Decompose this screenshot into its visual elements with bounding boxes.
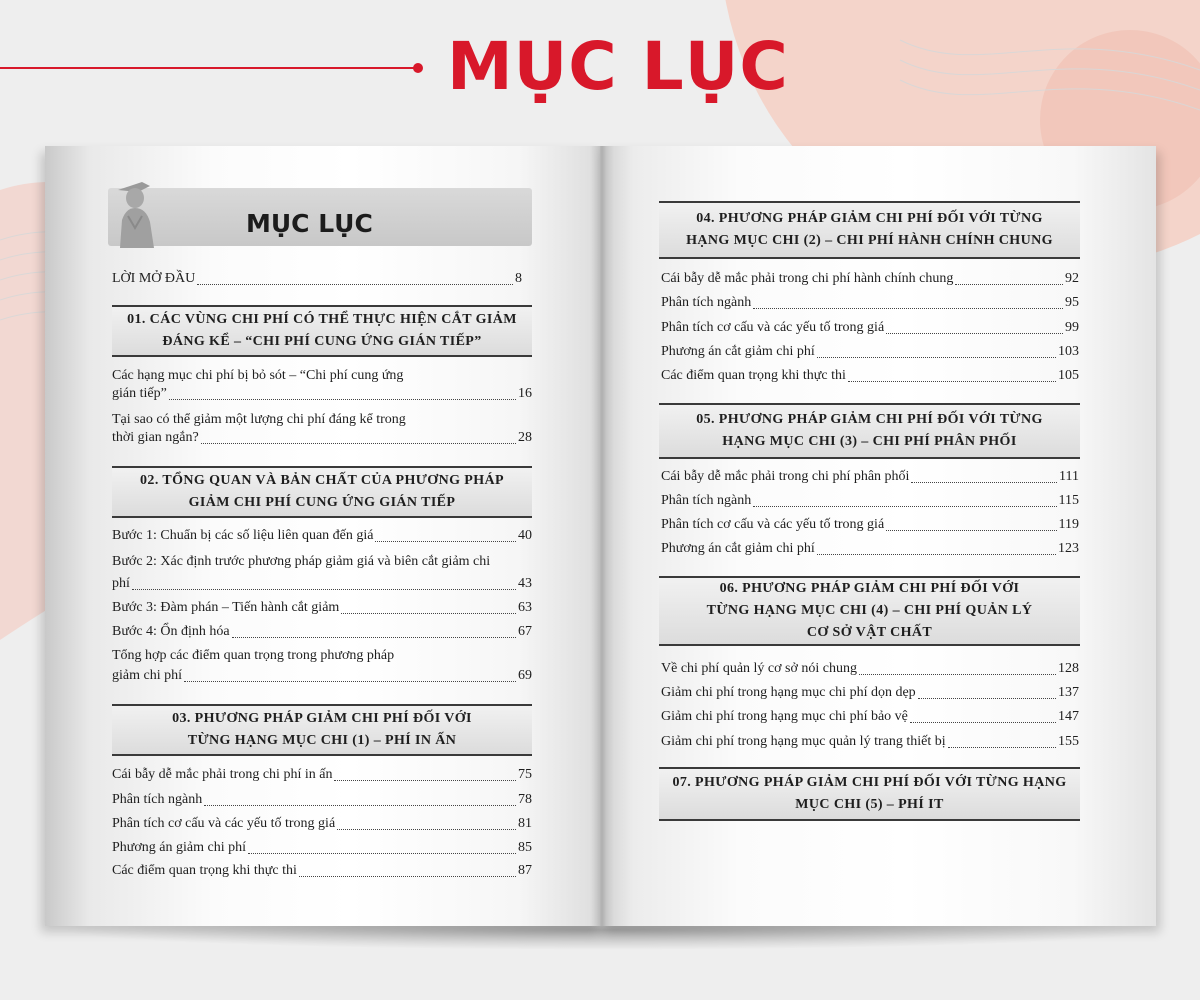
- toc-entry-page: 105: [1058, 368, 1079, 383]
- chapter-heading-02[interactable]: [112, 466, 532, 518]
- toc-entry[interactable]: [112, 385, 532, 403]
- toc-entry-label: Cái bẫy dễ mắc phải trong chi phí hành chính chung: [661, 271, 954, 286]
- dot-leader: [848, 368, 1056, 382]
- toc-entry-label: Phương án cắt giảm chi phí: [661, 344, 815, 359]
- toc-entry-page: 111: [1059, 469, 1079, 484]
- dot-leader: [948, 734, 1056, 748]
- chapter-heading-line: TỪNG HẠNG MỤC CHI (4) – CHI PHÍ QUẢN LÝ: [706, 603, 1033, 618]
- dot-leader: [132, 576, 516, 590]
- dot-leader: [911, 469, 1057, 483]
- chapter-heading-line: TỪNG HẠNG MỤC CHI (1) – PHÍ IN ẤN: [187, 733, 457, 748]
- toc-entry-label: Giảm chi phí trong hạng mục chi phí bảo vệ: [661, 709, 908, 724]
- toc-entry-page: 128: [1058, 661, 1079, 676]
- toc-entry-label: Giảm chi phí trong hạng mục quản lý trang thiết bị: [661, 734, 946, 749]
- toc-entry-label: Phân tích cơ cấu và các yếu tố trong giá: [661, 320, 885, 335]
- toc-entry-page: 28: [518, 430, 532, 445]
- dot-leader: [299, 863, 516, 877]
- toc-entry-label: Bước 4: Ổn định hóa: [112, 624, 230, 639]
- toc-entry-label: Phân tích ngành: [661, 493, 752, 508]
- silhouette-figure-icon: [108, 176, 160, 248]
- chapter-heading-07[interactable]: [659, 767, 1080, 821]
- chapter-heading-line: 06. PHƯƠNG PHÁP GIẢM CHI PHÍ ĐỐI VỚI: [719, 581, 1020, 596]
- banner-dot-icon: [413, 63, 423, 73]
- toc-entry[interactable]: [661, 733, 1079, 751]
- toc-entry[interactable]: [112, 623, 532, 641]
- toc-entry[interactable]: [112, 839, 532, 857]
- chapter-heading-06[interactable]: [659, 576, 1080, 646]
- toc-entry[interactable]: [661, 468, 1079, 486]
- chapter-heading-line: CƠ SỞ VẬT CHẤT: [806, 625, 933, 640]
- dot-leader: [886, 320, 1063, 334]
- chapter-heading-line: 05. PHƯƠNG PHÁP GIẢM CHI PHÍ ĐỐI VỚI TỪNG: [696, 412, 1043, 427]
- chapter-heading-line: ĐÁNG KỂ – “CHI PHÍ CUNG ỨNG GIÁN TIẾP”: [162, 334, 482, 349]
- toc-entry-label: Giảm chi phí trong hạng mục chi phí dọn dẹp: [661, 685, 916, 700]
- dot-leader: [232, 624, 516, 638]
- toc-entry-label: Phân tích ngành: [112, 792, 203, 807]
- toc-entry-label: giảm chi phí: [112, 668, 182, 683]
- chapter-heading-line: GIẢM CHI PHÍ CUNG ỨNG GIÁN TIẾP: [188, 495, 456, 510]
- toc-entry-page: 16: [518, 386, 532, 401]
- toc-entry-label: Phương án giảm chi phí: [112, 840, 246, 855]
- toc-entry-label: Phân tích cơ cấu và các yếu tố trong giá: [112, 816, 336, 831]
- dot-leader: [753, 295, 1063, 309]
- toc-entry[interactable]: [661, 516, 1079, 534]
- dot-leader: [886, 517, 1056, 531]
- toc-entry-page: 119: [1058, 517, 1079, 532]
- toc-entry-label: LỜI MỞ ĐẦU: [112, 271, 196, 286]
- toc-entry[interactable]: [661, 319, 1079, 337]
- dot-leader: [204, 792, 516, 806]
- toc-entry-label: Bước 1: Chuẩn bị các số liệu liên quan đến giá: [112, 528, 374, 543]
- book-gutter: [590, 146, 614, 926]
- toc-entry-page: 99: [1065, 320, 1079, 335]
- toc-entry-intro[interactable]: [112, 270, 522, 288]
- toc-entry-label: Bước 3: Đàm phán – Tiến hành cắt giảm: [112, 600, 340, 615]
- toc-entry-page: 67: [518, 624, 532, 639]
- chapter-heading-05[interactable]: [659, 403, 1080, 459]
- chapter-heading-line: 01. CÁC VÙNG CHI PHÍ CÓ THỂ THỰC HIỆN CẮT GIẢM: [127, 312, 517, 327]
- dot-leader: [201, 430, 516, 444]
- banner-title: MỤC LỤC: [447, 28, 789, 105]
- chapter-heading-line: 02. TỔNG QUAN VÀ BẢN CHẤT CỦA PHƯƠNG PHÁP: [140, 473, 504, 488]
- dot-leader: [184, 668, 516, 682]
- toc-entry[interactable]: [661, 684, 1079, 702]
- dot-leader: [955, 271, 1063, 285]
- toc-entry[interactable]: [661, 294, 1079, 312]
- dot-leader: [337, 816, 516, 830]
- toc-entry-label: Về chi phí quản lý cơ sở nói chung: [661, 661, 857, 676]
- dot-leader: [910, 709, 1056, 723]
- toc-entry-page: 155: [1058, 734, 1079, 749]
- toc-entry-page: 87: [518, 863, 532, 878]
- toc-entry-page: 75: [518, 767, 532, 782]
- toc-entry-page: 95: [1065, 295, 1079, 310]
- toc-entry[interactable]: [661, 367, 1079, 385]
- toc-entry-page: 69: [518, 668, 532, 683]
- toc-entry-page: 137: [1058, 685, 1079, 700]
- toc-entry-label: thời gian ngắn?: [112, 430, 199, 445]
- chapter-heading-line: 07. PHƯƠNG PHÁP GIẢM CHI PHÍ ĐỐI VỚI TỪNG HẠNG: [672, 775, 1067, 790]
- toc-entry[interactable]: [112, 766, 532, 784]
- toc-entry[interactable]: [112, 791, 532, 809]
- toc-entry-page: 8: [515, 271, 522, 286]
- toc-entry-label: Các điểm quan trọng khi thực thi: [112, 863, 297, 878]
- toc-entry[interactable]: [661, 343, 1079, 361]
- toc-entry[interactable]: [661, 708, 1079, 726]
- toc-entry-label: gián tiếp”: [112, 386, 167, 401]
- toc-entry-label: Cái bẫy dễ mắc phải trong chi phí in ấn: [112, 767, 333, 782]
- dot-leader: [918, 685, 1056, 699]
- toc-header-title: MỤC LỤC: [246, 209, 373, 238]
- chapter-heading-line: MỤC CHI (5) – PHÍ IT: [795, 797, 944, 812]
- toc-entry[interactable]: [661, 660, 1079, 678]
- toc-entry[interactable]: [112, 429, 532, 447]
- toc-entry-page: 92: [1065, 271, 1079, 286]
- dot-leader: [753, 493, 1056, 507]
- toc-entry[interactable]: [661, 270, 1079, 288]
- toc-entry-label-line: Các hạng mục chi phí bị bỏ sót – “Chi phí cung ứng: [112, 368, 404, 383]
- dot-leader: [169, 386, 516, 400]
- toc-entry[interactable]: [112, 599, 532, 617]
- toc-entry-label-line: Bước 2: Xác định trước phương pháp giảm giá và biên cắt giảm chi: [112, 554, 491, 569]
- toc-entry-label: Các điểm quan trọng khi thực thi: [661, 368, 846, 383]
- toc-entry-page: 123: [1058, 541, 1079, 556]
- toc-entry-label: Cái bẫy dễ mắc phải trong chi phí phân phối: [661, 469, 910, 484]
- toc-entry-label: Phân tích ngành: [661, 295, 752, 310]
- toc-entry-page: 103: [1058, 344, 1079, 359]
- toc-entry[interactable]: [112, 815, 532, 833]
- dot-leader: [817, 541, 1056, 555]
- toc-entry-page: 78: [518, 792, 532, 807]
- chapter-heading-line: HẠNG MỤC CHI (2) – CHI PHÍ HÀNH CHÍNH CHUNG: [686, 233, 1053, 248]
- dot-leader: [817, 344, 1056, 358]
- chapter-heading-line: HẠNG MỤC CHI (3) – CHI PHÍ PHÂN PHỐI: [722, 434, 1017, 449]
- dot-leader: [334, 767, 516, 781]
- toc-entry-page: 43: [518, 576, 532, 591]
- toc-entry-page: 147: [1058, 709, 1079, 724]
- toc-entry-page: 85: [518, 840, 532, 855]
- dot-leader: [248, 840, 516, 854]
- toc-entry[interactable]: [112, 527, 532, 545]
- toc-entry[interactable]: [112, 862, 532, 880]
- toc-entry[interactable]: [661, 540, 1079, 558]
- dot-leader: [859, 661, 1056, 675]
- toc-entry-page: 63: [518, 600, 532, 615]
- dot-leader: [341, 600, 516, 614]
- chapter-heading-line: 03. PHƯƠNG PHÁP GIẢM CHI PHÍ ĐỐI VỚI: [172, 711, 472, 726]
- toc-entry-label: phí: [112, 576, 130, 591]
- toc-entry-page: 40: [518, 528, 532, 543]
- toc-entry-label: Phân tích cơ cấu và các yếu tố trong giá: [661, 517, 885, 532]
- dot-leader: [375, 528, 516, 542]
- chapter-heading-01[interactable]: [112, 305, 532, 357]
- toc-entry[interactable]: [661, 492, 1079, 510]
- chapter-heading-line: 04. PHƯƠNG PHÁP GIẢM CHI PHÍ ĐỐI VỚI TỪNG: [696, 211, 1043, 226]
- chapter-heading-03[interactable]: [112, 704, 532, 756]
- chapter-heading-04[interactable]: [659, 201, 1080, 259]
- toc-entry[interactable]: [112, 667, 532, 685]
- toc-entry-label: Phương án cắt giảm chi phí: [661, 541, 815, 556]
- banner-rule: [0, 67, 418, 69]
- toc-entry[interactable]: [112, 575, 532, 593]
- toc-entry-label-line: Tổng hợp các điểm quan trọng trong phương pháp: [112, 648, 395, 663]
- toc-entry-page: 81: [518, 816, 532, 831]
- dot-leader: [197, 271, 513, 285]
- toc-entry-label-line: Tại sao có thể giảm một lượng chi phí đáng kể trong: [112, 412, 406, 427]
- toc-entry-page: 115: [1058, 493, 1079, 508]
